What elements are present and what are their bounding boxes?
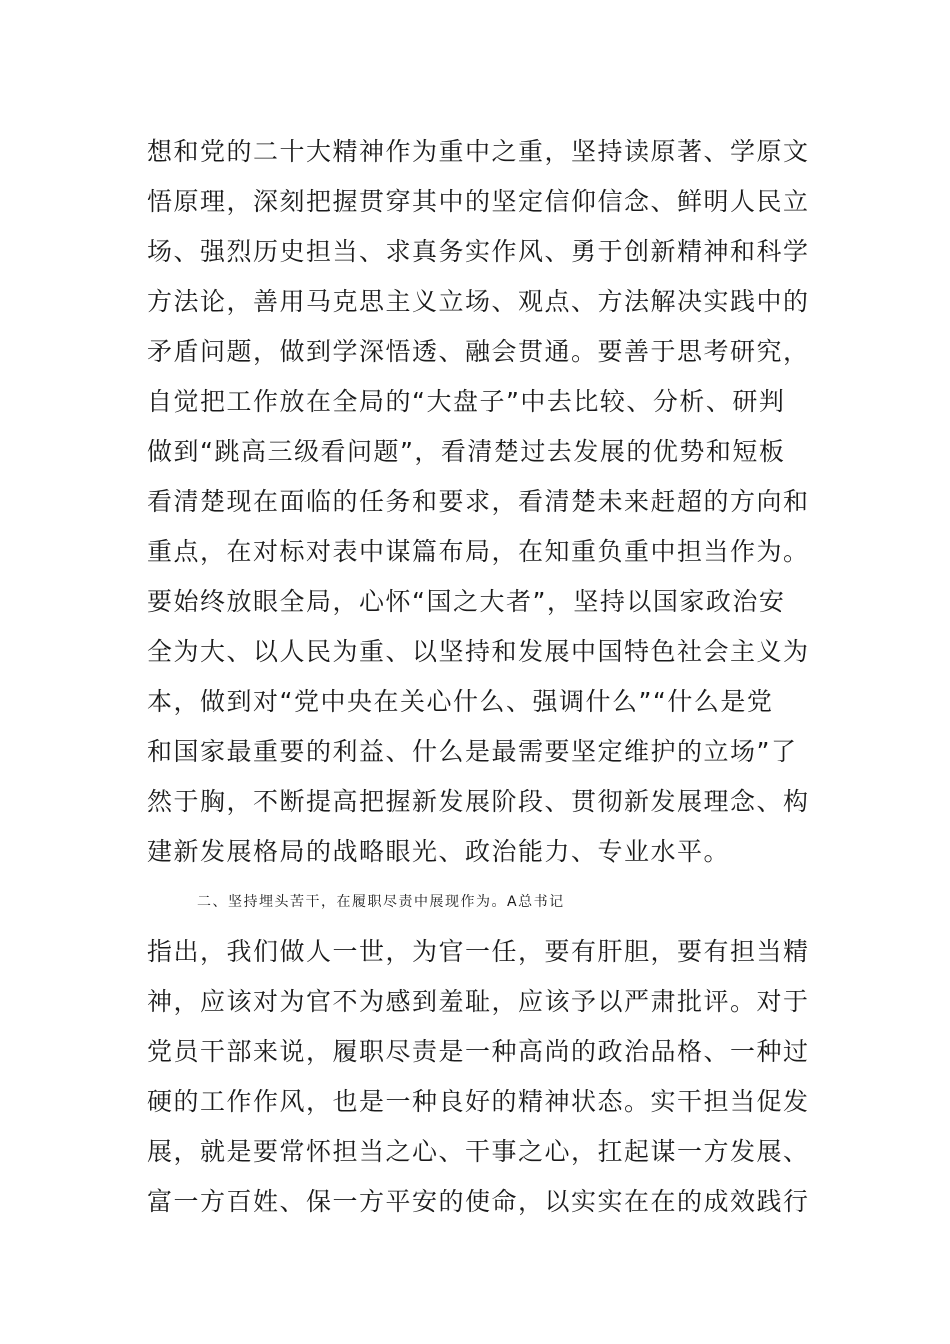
text-line: 方法论，善用马克思主义立场、观点、方法解决实践中的 — [147, 287, 810, 316]
text-line: 富一方百姓、保一方平安的使命，以实实在在的成效践行 — [147, 1187, 810, 1216]
text-line: 矛盾问题，做到学深悟透、融会贯通。要善于思考研究， — [147, 337, 810, 366]
text-line: 做到“跳高三级看问题”，看清楚过去发展的优势和短板 — [147, 437, 786, 466]
text-line: 硬的工作作风，也是一种良好的精神状态。实干担当促发 — [147, 1087, 810, 1116]
text-line: 党员干部来说，履职尽责是一种高尚的政治品格、一种过 — [147, 1037, 810, 1066]
text-line: 自觉把工作放在全局的“大盘子”中去比较、分析、研判 — [147, 387, 786, 416]
text-line: 看清楚现在面临的任务和要求，看清楚未来赶超的方向和 — [147, 487, 810, 516]
text-line: 指出，我们做人一世，为官一任，要有肝胆，要有担当精 — [147, 937, 810, 966]
text-line: 建新发展格局的战略眼光、政治能力、专业水平。 — [147, 837, 731, 866]
text-line: 本，做到对“党中央在关心什么、强调什么”“什么是党 — [147, 687, 774, 716]
text-line: 想和党的二十大精神作为重中之重，坚持读原著、学原文 — [147, 137, 810, 166]
text-line: 然于胸，不断提高把握新发展阶段、贯彻新发展理念、构 — [147, 787, 810, 816]
text-line: 和国家最重要的利益、什么是最需要坚定维护的立场”了 — [147, 737, 798, 766]
text-line: 重点，在对标对表中谋篇布局，在知重负重中担当作为。 — [147, 537, 810, 566]
text-line: 场、强烈历史担当、求真务实作风、勇于创新精神和科学 — [147, 237, 810, 266]
text-line: 全为大、以人民为重、以坚持和发展中国特色社会主义为 — [147, 637, 810, 666]
text-line: 展，就是要常怀担当之心、干事之心，扛起谋一方发展、 — [147, 1137, 810, 1166]
text-line: 要始终放眼全局，心怀“国之大者”，坚持以国家政治安 — [147, 587, 786, 616]
text-line: 悟原理，深刻把握贯穿其中的坚定信仰信念、鲜明人民立 — [147, 187, 810, 216]
text-line: 神，应该对为官不为感到羞耻，应该予以严肃批评。对于 — [147, 987, 810, 1016]
section-heading-line: 二、坚持埋头苦干，在履职尽责中展现作为。A总书记 — [197, 894, 565, 910]
